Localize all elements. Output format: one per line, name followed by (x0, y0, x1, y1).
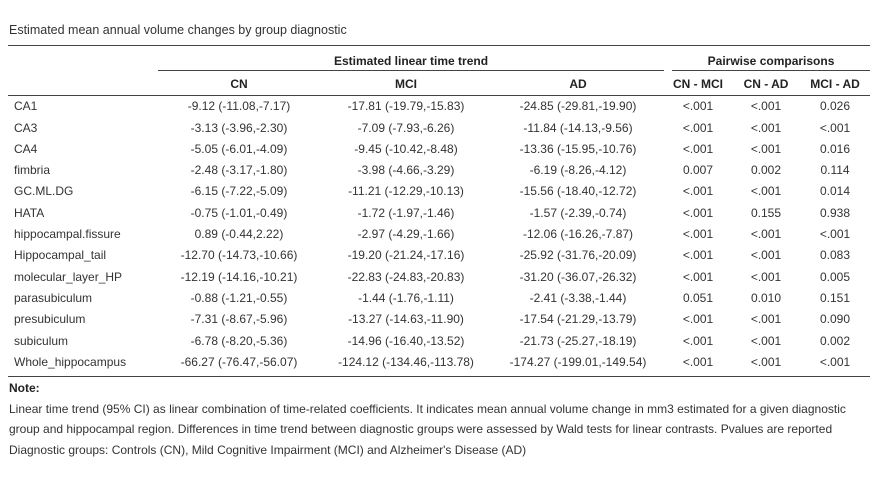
table-row (8, 245, 870, 266)
table-row (8, 351, 870, 372)
cell-mci: -1.72 (-1.97,-1.46) (357, 205, 455, 220)
cell-cn-ad: 0.010 (751, 290, 782, 305)
cell-mci-ad: 0.014 (820, 184, 851, 199)
cell-mci: -13.27 (-14.63,-11.90) (348, 312, 464, 327)
cell-mci-ad: <.001 (819, 120, 851, 135)
group-header-trend: Estimated linear time trend (158, 52, 664, 73)
cell-ad: -174.27 (-199.01,-149.54) (509, 354, 647, 369)
cell-region: molecular_layer_HP (14, 269, 123, 284)
top-rule (8, 45, 870, 46)
cell-mci-ad: 0.002 (820, 333, 851, 348)
bottom-rule (8, 376, 870, 377)
cell-mci-ad: 0.005 (820, 269, 851, 284)
cell-cn-ad: 0.155 (751, 205, 782, 220)
cell-cn-mci: <.001 (682, 99, 714, 114)
cell-region: Whole_hippocampus (14, 354, 127, 369)
cell-ad: -6.19 (-8.26,-4.12) (529, 163, 627, 178)
cell-mci-ad: <.001 (819, 227, 851, 242)
table-row (8, 223, 870, 244)
cell-mci-ad: 0.026 (820, 99, 851, 114)
table-row (8, 181, 870, 202)
table-note (9, 378, 871, 460)
cell-cn-ad: <.001 (750, 354, 782, 369)
cell-cn: -5.05 (-6.01,-4.09) (190, 141, 288, 156)
col-header-mci: MCI (320, 73, 492, 95)
results-table (8, 52, 870, 372)
cell-cn-ad: <.001 (750, 99, 782, 114)
cell-region: subiculum (14, 333, 69, 348)
cell-mci: -9.45 (-10.42,-8.48) (354, 141, 458, 156)
col-header-mci-ad: MCI - AD (800, 73, 870, 95)
table-row (8, 202, 870, 223)
cell-mci: -17.81 (-19.79,-15.83) (347, 99, 465, 114)
cell-region: CA1 (14, 99, 38, 114)
table-row (8, 266, 870, 287)
cell-cn: -6.15 (-7.22,-5.09) (190, 184, 288, 199)
cell-ad: -31.20 (-36.07,-26.32) (519, 269, 637, 284)
note-line-3: Diagnostic groups: Controls (CN), Mild Cognitive Impairment (MCI) and Alzheimer's Disease (AD) (9, 442, 527, 457)
note-title: Note: (9, 381, 40, 395)
cell-cn-mci: <.001 (682, 333, 714, 348)
cell-cn-mci: 0.051 (683, 290, 714, 305)
cell-cn-ad: <.001 (750, 141, 782, 156)
cell-cn: -7.31 (-8.67,-5.96) (190, 312, 288, 327)
cell-mci: -2.97 (-4.29,-1.66) (357, 227, 455, 242)
cell-cn-ad: <.001 (750, 248, 782, 263)
cell-cn-ad: <.001 (750, 269, 782, 284)
cell-region: GC.ML.DG (14, 184, 74, 199)
col-header-cn: CN (158, 73, 320, 95)
col-header-ad: AD (492, 73, 664, 95)
cell-region: CA4 (14, 141, 38, 156)
col-header-cn-ad: CN - AD (732, 73, 800, 95)
cell-cn-mci: 0.007 (683, 163, 714, 178)
table-row (8, 159, 870, 180)
cell-cn-ad: <.001 (750, 184, 782, 199)
cell-cn-ad: <.001 (750, 333, 782, 348)
cell-cn-mci: <.001 (682, 269, 714, 284)
table-row (8, 309, 870, 330)
cell-mci-ad: 0.114 (820, 163, 850, 178)
table-row (8, 117, 870, 138)
cell-mci-ad: <.001 (819, 354, 851, 369)
cell-ad: -24.85 (-29.81,-19.90) (519, 99, 637, 114)
cell-cn: -0.88 (-1.21,-0.55) (190, 290, 288, 305)
cell-ad: -25.92 (-31.76,-20.09) (519, 248, 637, 263)
cell-cn-mci: <.001 (682, 354, 714, 369)
cell-mci: -11.21 (-12.29,-10.13) (348, 184, 464, 199)
cell-cn: 0.89 (-0.44,2.22) (194, 227, 284, 242)
cell-region: fimbria (14, 163, 51, 178)
cell-cn: -66.27 (-76.47,-56.07) (180, 354, 298, 369)
cell-mci-ad: 0.090 (820, 312, 851, 327)
table-row (8, 138, 870, 159)
note-line-1: Linear time trend (95% CI) as linear combination of time-related coefficients. It indicates mean annual volume change in mm3 estimated for a given diagnostic (9, 401, 846, 416)
cell-ad: -15.56 (-18.40,-12.72) (519, 184, 637, 199)
cell-cn-ad: <.001 (750, 120, 782, 135)
cell-cn-ad: <.001 (750, 312, 782, 327)
cell-ad: -17.54 (-21.29,-13.79) (519, 312, 637, 327)
cell-mci: -124.12 (-134.46,-113.78) (338, 354, 474, 369)
cell-cn: -3.13 (-3.96,-2.30) (190, 120, 288, 135)
cell-mci: -19.20 (-21.24,-17.16) (347, 248, 465, 263)
cell-mci-ad: 0.938 (820, 205, 851, 220)
cell-region: parasubiculum (14, 290, 93, 305)
cell-cn-mci: <.001 (682, 205, 714, 220)
table-row (8, 95, 870, 117)
cell-ad: -1.57 (-2.39,-0.74) (529, 205, 627, 220)
cell-cn-ad: 0.002 (751, 163, 782, 178)
cell-mci-ad: 0.151 (820, 290, 851, 305)
group-header-pairwise: Pairwise comparisons (664, 52, 870, 73)
cell-cn-mci: <.001 (682, 312, 714, 327)
cell-region: HATA (14, 205, 45, 220)
cell-cn-ad: <.001 (750, 227, 782, 242)
cell-cn: -0.75 (-1.01,-0.49) (190, 205, 288, 220)
cell-cn-mci: <.001 (682, 120, 714, 135)
cell-mci: -1.44 (-1.76,-1.11) (358, 290, 454, 305)
note-line-2: group and hippocampal region. Differences in time trend between diagnostic groups were assessed by Wald tests for linear contrasts. Pvalues are reported (9, 422, 833, 436)
cell-cn: -2.48 (-3.17,-1.80) (190, 163, 288, 178)
cell-cn-mci: <.001 (682, 184, 714, 199)
cell-ad: -11.84 (-14.13,-9.56) (523, 120, 633, 135)
cell-region: Hippocampal_tail (14, 248, 107, 263)
table-row (8, 330, 870, 351)
cell-ad: -12.06 (-16.26,-7.87) (522, 227, 634, 242)
cell-cn: -12.70 (-14.73,-10.66) (180, 248, 298, 263)
cell-mci-ad: 0.016 (820, 141, 851, 156)
table-row (8, 287, 870, 308)
cell-ad: -21.73 (-25.27,-18.19) (519, 333, 637, 348)
cell-ad: -2.41 (-3.38,-1.44) (529, 290, 627, 305)
cell-region: presubiculum (14, 312, 86, 327)
cell-cn: -9.12 (-11.08,-7.17) (187, 99, 291, 114)
cell-cn-mci: <.001 (682, 248, 714, 263)
cell-mci: -7.09 (-7.93,-6.26) (357, 120, 455, 135)
cell-mci: -3.98 (-4.66,-3.29) (357, 163, 455, 178)
cell-cn-mci: <.001 (682, 227, 714, 242)
cell-cn: -12.19 (-14.16,-10.21) (180, 269, 298, 284)
cell-region: hippocampal.fissure (14, 227, 121, 242)
cell-mci: -22.83 (-24.83,-20.83) (347, 269, 465, 284)
cell-ad: -13.36 (-15.95,-10.76) (519, 141, 637, 156)
table-caption: Estimated mean annual volume changes by group diagnostic (9, 23, 347, 37)
cell-mci-ad: 0.083 (820, 248, 851, 263)
cell-mci: -14.96 (-16.40,-13.52) (347, 333, 465, 348)
cell-cn: -6.78 (-8.20,-5.36) (190, 333, 288, 348)
col-header-cn-mci: CN - MCI (664, 73, 732, 95)
cell-region: CA3 (14, 120, 38, 135)
cell-cn-mci: <.001 (682, 141, 714, 156)
